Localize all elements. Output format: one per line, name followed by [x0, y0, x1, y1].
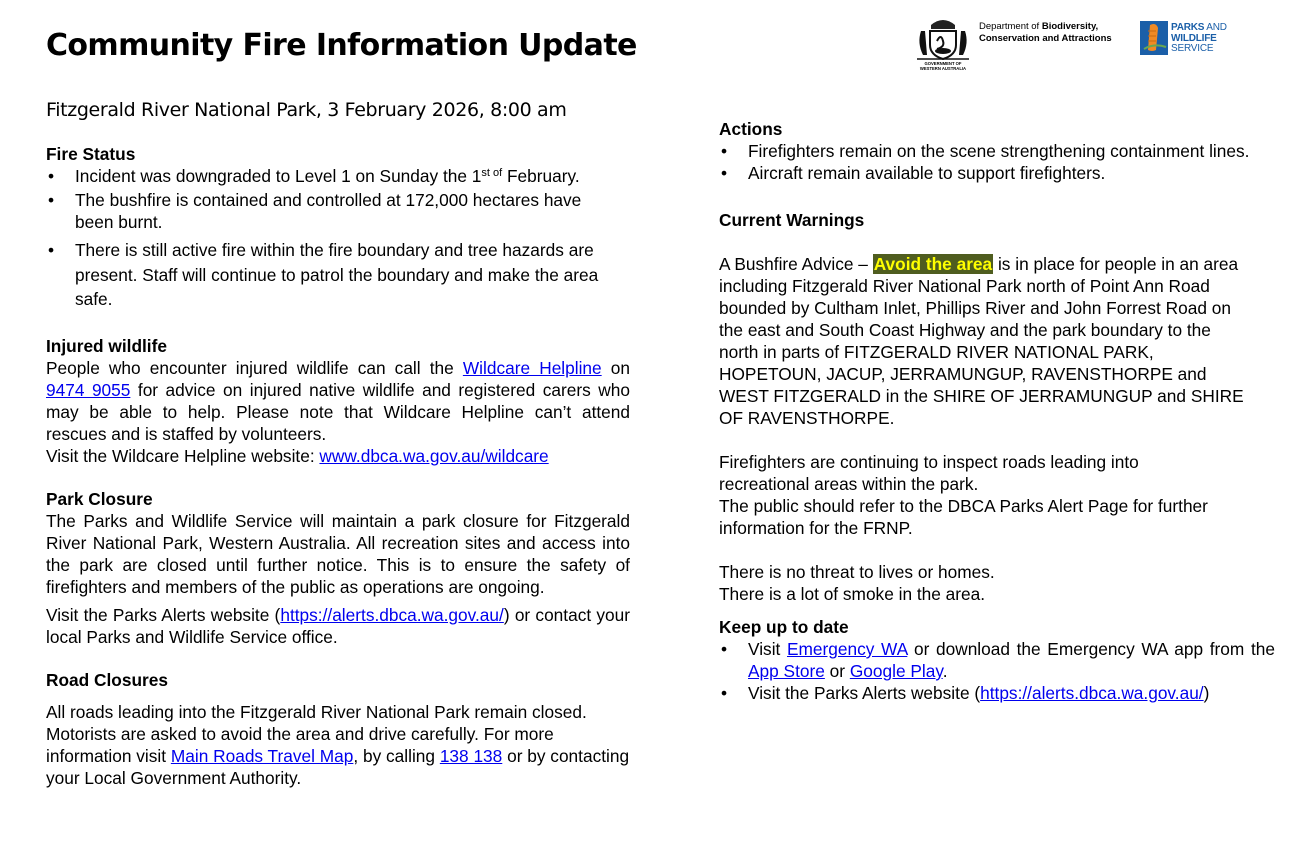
- current-warnings-section: [719, 210, 1275, 605]
- bushfire-advice-text: A Bushfire Advice – Avoid the area is in place for people in an area including Fitzgerald River National Park north of Point Ann Road bounded by Cultham Inlet, Phillips River and John Forrest Road on the east and South Coast Highway and the park boundary to the north in parts of FITZGERALD RIVER NATIONAL PARK, HOPETOUN, JACUP, JERRAMUNGUP, RAVENSTHORPE and WEST FITZGERALD in the SHIRE OF JERRAMUNGUP and SHIRE OF RAVENSTHORPE.: [719, 254, 1244, 428]
- page-subtitle: Fitzgerald River National Park, 3 February 2026, 8:00 am: [46, 99, 567, 121]
- wildcare-website-link[interactable]: www.dbca.wa.gov.au/wildcare: [319, 445, 549, 466]
- list-item: • There is still active fire within the fire boundary and tree hazards are present. Staff will continue to patrol the boundary and make the area safe.: [48, 240, 599, 309]
- list-item: • Visit the Parks Alerts website (https://alerts.dbca.wa.gov.au/): [721, 683, 1210, 703]
- bullet-icon: •: [721, 639, 728, 659]
- wa-government-crest-icon: [913, 11, 973, 73]
- wildcare-website-line: Visit the Wildcare Helpline website: www.dbca.wa.gov.au/wildcare: [46, 445, 549, 466]
- actions-heading: Actions: [719, 119, 783, 139]
- bullet-icon: •: [48, 166, 55, 186]
- road-closures-heading: Road Closures: [46, 669, 168, 690]
- fire-status-list: [46, 165, 630, 312]
- park-closure-text: The Parks and Wildlife Service will maintain a park closure for Fitzgerald River National Park, Western Australia. All recreation sites and access into the park are closed until further notice. This is to ensure the safety of firefighters and members of the public as operations are ongoing.: [46, 510, 630, 597]
- avoid-area-highlight: Avoid the area: [873, 254, 993, 274]
- left-column: [46, 144, 630, 789]
- list-item: • Incident was downgraded to Level 1 on Sunday the $1^{st of}$ February.: [48, 166, 580, 186]
- keep-up-to-date-list: [719, 638, 1275, 704]
- injured-wildlife-text: People who encounter injured wildlife can call the Wildcare Helpline on 9474 9055 for advice on injured native wildlife and registered carers who may be able to help. Please note that Wildcare Helpline can’t attend rescues and is staffed by volunteers.: [46, 357, 630, 444]
- banksia-icon: [1140, 21, 1168, 55]
- list-item: • Visit Emergency WA or download the Emergency WA app from the App Store or Google Play.: [721, 639, 1275, 681]
- actions-section: [719, 119, 1275, 184]
- road-closures-text: All roads leading into the Fitzgerald River National Park remain closed. Motorists are asked to avoid the area and drive carefully. For more information visit Main Roads Travel Map, by calling 138 138 or by contacting your Local Government Authority.: [46, 701, 630, 788]
- actions-list: [719, 140, 1275, 184]
- road-phone-link[interactable]: 138 138: [439, 745, 503, 766]
- bullet-icon: •: [48, 240, 55, 260]
- fire-status-heading: Fire Status: [46, 144, 136, 164]
- park-closure-section: [46, 489, 630, 648]
- bullet-icon: •: [721, 163, 728, 183]
- keep-up-to-date-heading: Keep up to date: [719, 617, 849, 637]
- emergency-wa-link[interactable]: Emergency WA: [787, 639, 908, 659]
- park-alerts-link[interactable]: https://alerts.dbca.wa.gov.au/: [280, 604, 504, 625]
- header-logos: [905, 5, 1245, 75]
- smoke-text: There is a lot of smoke in the area.: [719, 584, 986, 604]
- inspect-roads-text: Firefighters are continuing to inspect roads leading into recreational areas within the park.: [719, 452, 1139, 494]
- no-threat-text: There is no threat to lives or homes.: [719, 562, 995, 582]
- page-title: Community Fire Information Update: [46, 28, 637, 63]
- parks-wildlife-logo: PARKS AND WILDLIFE SERVICE: [1140, 17, 1240, 65]
- injured-wildlife-heading: Injured wildlife: [46, 335, 167, 356]
- wildcare-helpline-link[interactable]: Wildcare Helpline: [462, 357, 602, 378]
- main-roads-travel-map-link[interactable]: Main Roads Travel Map: [170, 745, 354, 766]
- app-store-link[interactable]: App Store: [748, 661, 825, 681]
- bullet-icon: •: [721, 141, 728, 161]
- road-closures-section: [46, 670, 630, 789]
- parks-alerts-link[interactable]: https://alerts.dbca.wa.gov.au/: [980, 683, 1204, 703]
- crest-caption-1: GOVERNMENT OF: [924, 61, 962, 66]
- park-alerts-text: Visit the Parks Alerts website (https://alerts.dbca.wa.gov.au/) or contact your local Parks and Wildlife Service office.: [46, 604, 631, 647]
- right-column: [719, 119, 1275, 704]
- list-item: • Aircraft remain available to support firefighters.: [721, 163, 1106, 183]
- current-warnings-heading: Current Warnings: [719, 210, 865, 230]
- google-play-link[interactable]: Google Play: [849, 661, 943, 681]
- list-item: • Firefighters remain on the scene strengthening containment lines.: [721, 141, 1250, 161]
- wildcare-phone-link[interactable]: 9474 9055: [46, 379, 131, 400]
- park-closure-heading: Park Closure: [46, 488, 153, 509]
- list-item: • The bushfire is contained and controlled at 172,000 hectares have been burnt.: [48, 190, 582, 232]
- injured-wildlife-section: [46, 336, 630, 467]
- keep-up-to-date-section: [719, 617, 1275, 704]
- bullet-icon: •: [48, 190, 55, 210]
- crest-caption-2: WESTERN AUSTRALIA: [919, 66, 967, 71]
- fire-status-section: [46, 144, 630, 312]
- dbca-alert-text: The public should refer to the DBCA Parks Alert Page for further information for the FRNP.: [719, 496, 1208, 538]
- department-name: Department of Biodiversity, Conservation and Attractions: [979, 21, 1112, 44]
- bullet-icon: •: [721, 683, 728, 703]
